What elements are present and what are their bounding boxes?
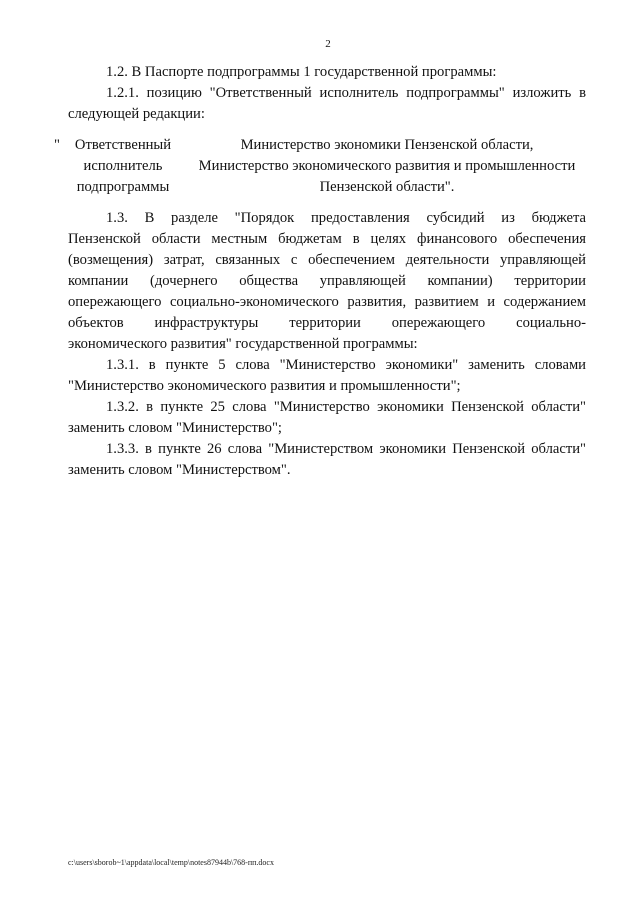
position-value-line: Министерство экономики Пензенской области,	[240, 137, 534, 153]
page-number: 2	[325, 38, 331, 50]
paragraph-1-3-2-line1: 1.3.2. в пункте 25 слова "Министерство экономики Пензенской области"	[106, 399, 586, 415]
paragraph-1-3-line: экономического развития" государственной программы:	[68, 336, 418, 352]
document-body	[54, 62, 586, 481]
paragraph-1-3-2-line2: заменить словом "Министерство";	[68, 420, 282, 436]
position-label-line: подпрограммы	[76, 179, 170, 195]
position-label-line: Ответственный	[74, 137, 172, 153]
paragraph-1-2-1-line1: 1.2.1. позицию "Ответственный исполнитель подпрограммы" изложить в	[106, 85, 586, 101]
paragraph-1-2-1-line2: следующей редакции:	[68, 106, 205, 122]
paragraph-1-3-line: компании (дочернего общества управляющей компании) территории	[68, 273, 586, 289]
paragraph-1-3-line: 1.3. В разделе "Порядок предоставления субсидий из бюджета	[106, 210, 586, 226]
paragraph-1-2: 1.2. В Паспорте подпрограммы 1 государственной программы:	[106, 64, 497, 80]
paragraph-1-3-line: опережающего социально-экономического развития, развитием и содержанием	[68, 294, 586, 310]
paragraph-1-3-line: Пензенской области местным бюджетам в целях финансового обеспечения	[68, 231, 586, 247]
file-path-footer: c:\users\sborob~1\appdata\local\temp\notes87944b\768-пп.docx	[68, 858, 274, 867]
paragraph-1-3	[68, 208, 586, 355]
position-label-line: исполнитель	[83, 158, 163, 174]
position-value-line: Пензенской области".	[319, 179, 455, 195]
paragraph-1-3-line: объектов инфраструктуры территории опережающего социально-	[68, 315, 586, 331]
paragraph-1-3-line: (возмещения) затрат, связанных с обеспечением деятельности управляющей	[68, 252, 586, 268]
paragraph-1-3-3-line2: заменить словом "Министерством".	[68, 462, 291, 478]
position-value-line: Министерство экономического развития и промышленности	[198, 158, 576, 174]
paragraph-1-3-3-line1: 1.3.3. в пункте 26 слова "Министерством экономики Пензенской области"	[106, 441, 586, 457]
paragraph-1-3-1-line2: "Министерство экономического развития и промышленности";	[68, 378, 461, 394]
position-value-cell	[188, 135, 586, 198]
passport-position-table	[54, 135, 586, 198]
position-label-cell	[58, 135, 188, 198]
paragraph-1-3-1-line1: 1.3.1. в пункте 5 слова "Министерство экономики" заменить словами	[106, 357, 586, 373]
opening-quote: "	[54, 137, 60, 153]
